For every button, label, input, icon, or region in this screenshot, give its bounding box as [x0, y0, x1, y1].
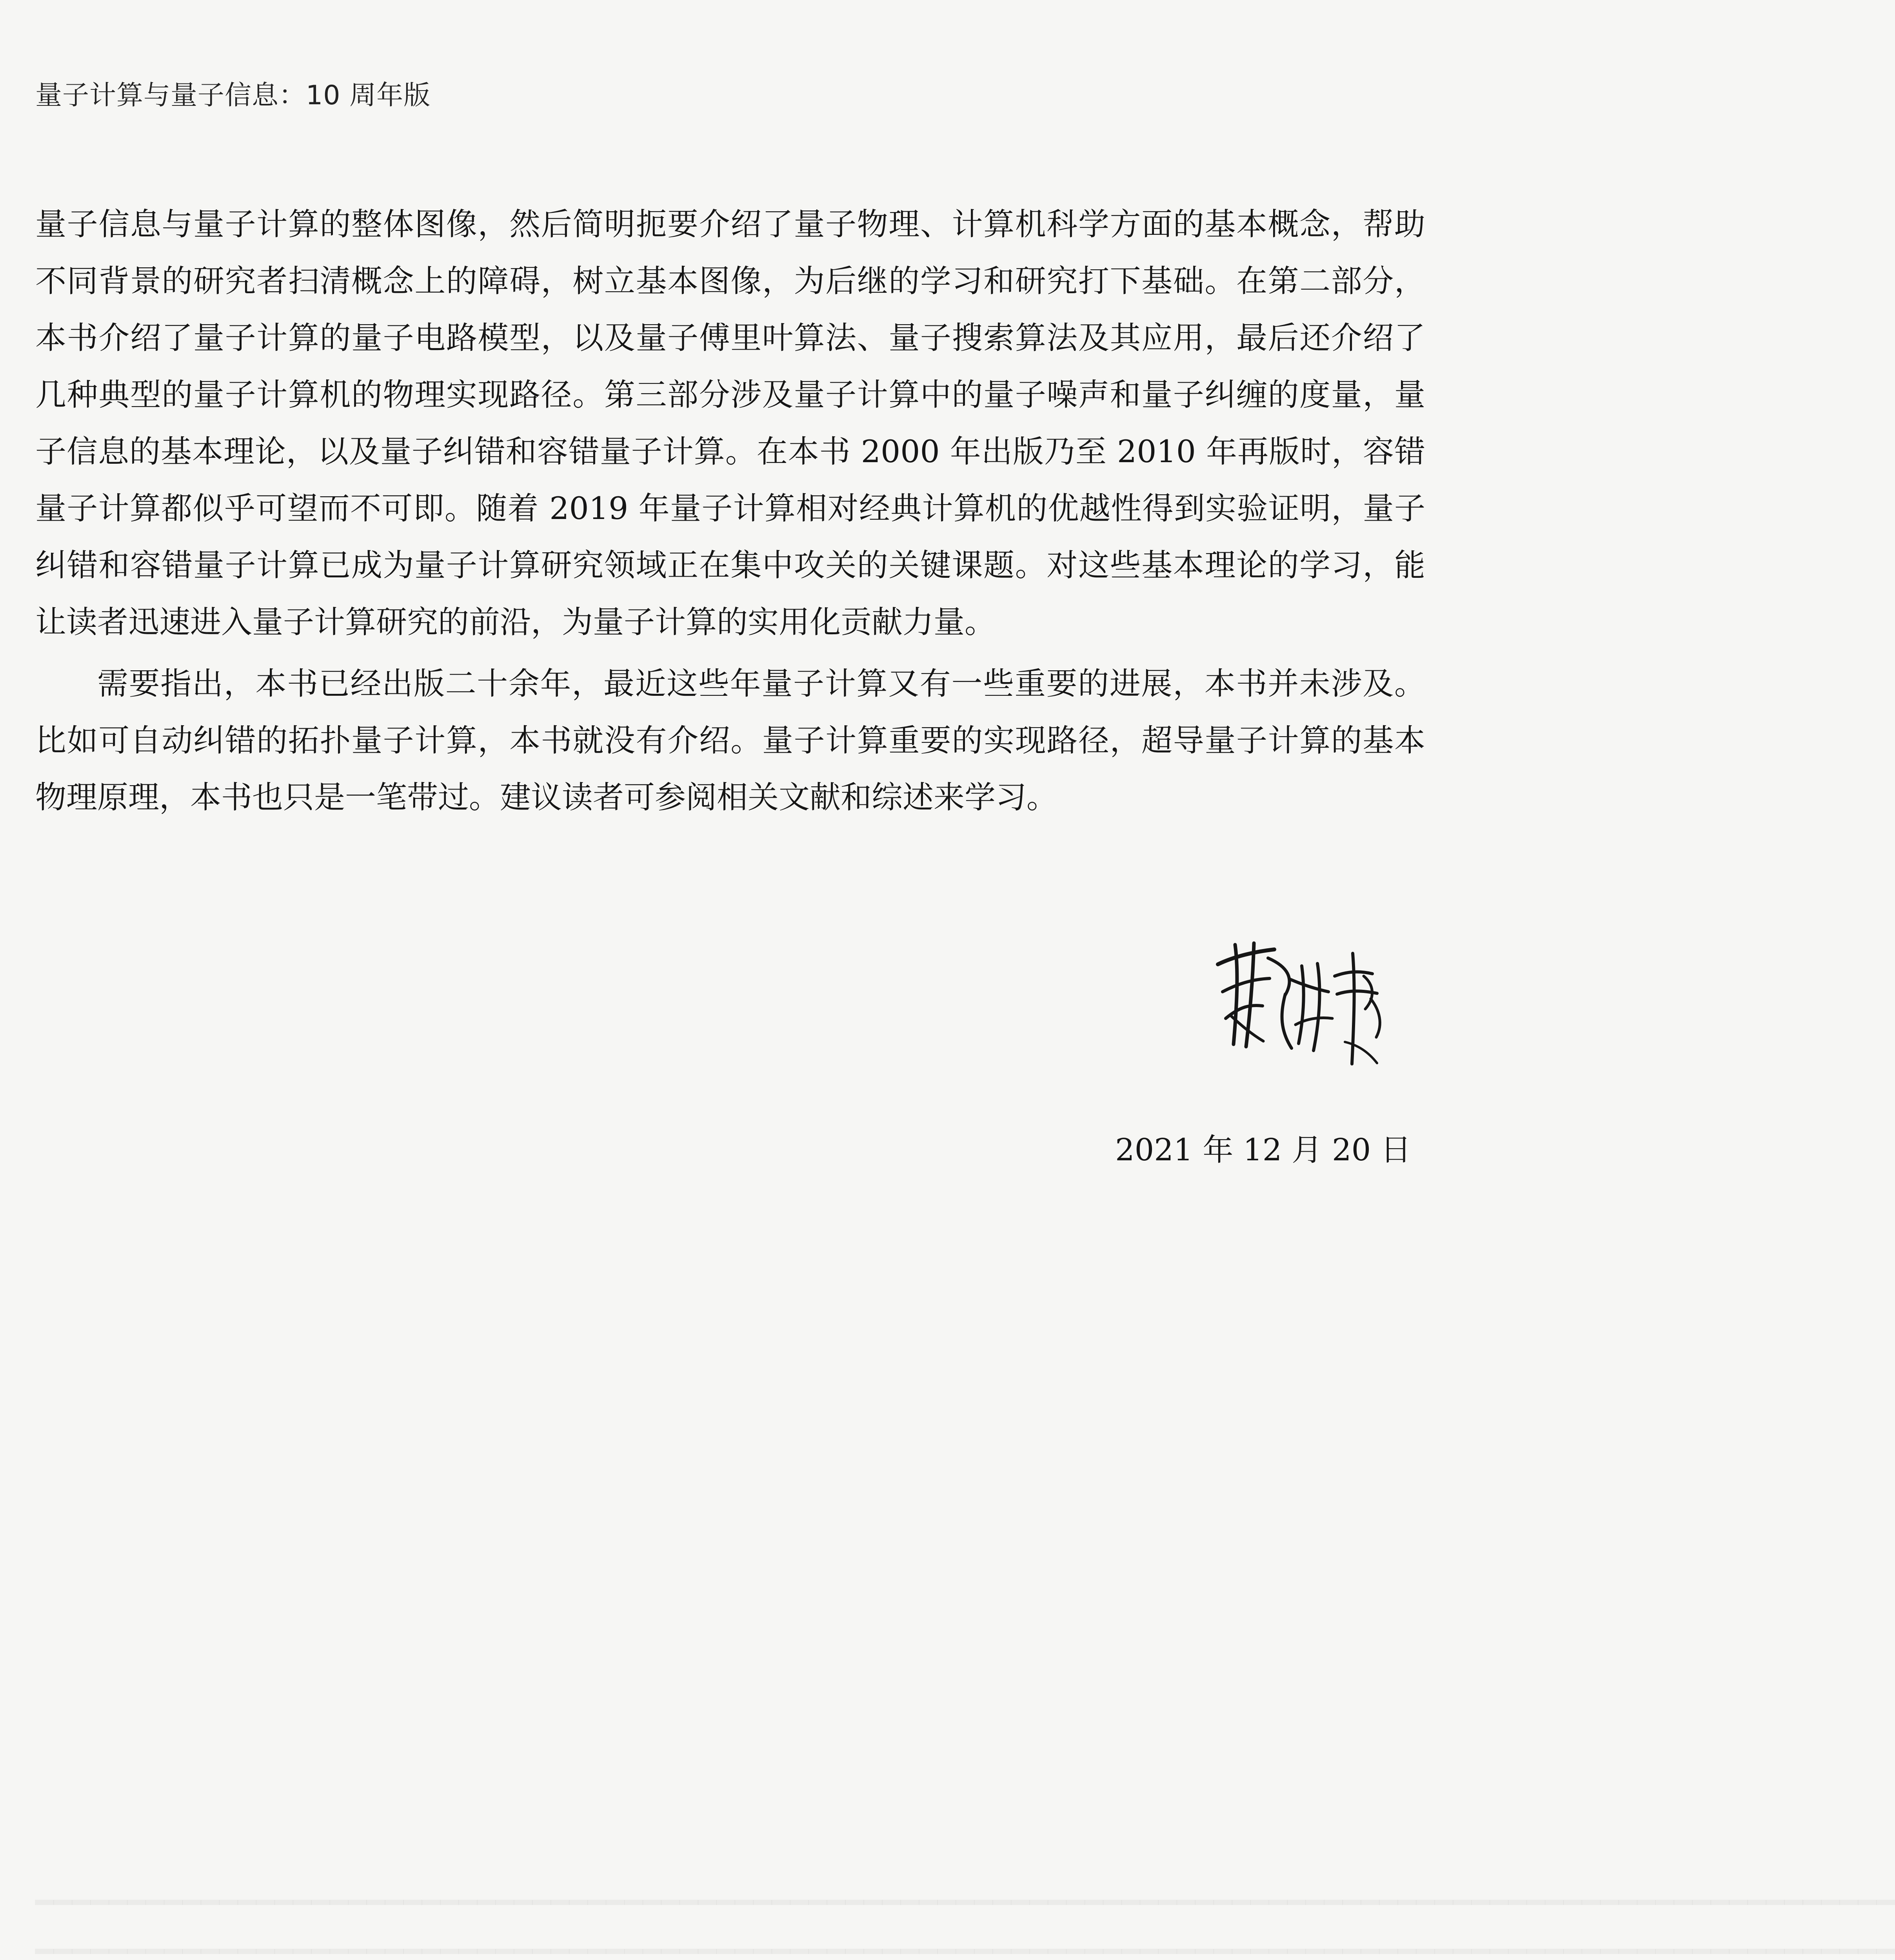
- handwritten-signature: [1208, 933, 1404, 1098]
- paragraph-2: 需要指出，本书已经出版二十余年，最近这些年量子计算又有一些重要的进展，本书并未涉及。比如可自动纠错的拓扑量子计算，本书就没有介绍。量子计算重要的实现路径，超导量子计算的基本物理原理，本书也只是一笔带过。建议读者可参阅相关文献和综述来学习。: [35, 666, 1425, 815]
- running-header: 量子计算与量子信息：10 周年版: [35, 80, 431, 111]
- body-text: [35, 196, 1425, 826]
- paragraph-1: 量子信息与量子计算的整体图像，然后简明扼要介绍了量子物理、计算机科学方面的基本概念，帮助不同背景的研究者扫清概念上的障碍，树立基本图像，为后继的学习和研究打下基础。在第二部分，本书介绍了量子计算的量子电路模型，以及量子傅里叶算法、量子搜索算法及其应用，最后还介绍了几种典型的量子计算机的物理实现路径。第三部分涉及量子计算中的量子噪声和量子纠缠的度量，量子信息的基本理论，以及量子纠错和容错量子计算。在本书 2000 年出版乃至 2010 年再版时，容错量子计算都似乎可望而不可即。随着 2019 年量子计算相对经典计算机的优越性得到实验证明，量子纠错和容错量子计算已成为量子计算研究领域正在集中攻关的关键课题。对这些基本理论的学习，能让读者迅速进入量子计算研究的前沿，为量子计算的实用化贡献力量。: [35, 206, 1425, 640]
- signature-icon: [1208, 933, 1404, 1098]
- bleed-through-line: ━━━━━━━━━━━━━━━━━━━━━━━━━━━━━━━━━━━━━━━━━━━━━━━━━━━━━━━━━━━━━━━━━━━━━━━━━━━━━━━━━━━━━━━━━━━━━━━━━━━━━: [35, 1885, 1895, 1920]
- date-line: 2021 年 12 月 20 日: [1115, 1132, 1411, 1168]
- bleed-through-line: ━━━━━━━━━━━━━━━━━━━━━━━━━━━━━━━━━━━━━━━━━━━━━━━━━━━━━━━━━━━━━━━━━━━━━━━━━━━━━━━━━━━━━━━━━━━━━━━━━━━━━: [35, 1934, 1895, 1960]
